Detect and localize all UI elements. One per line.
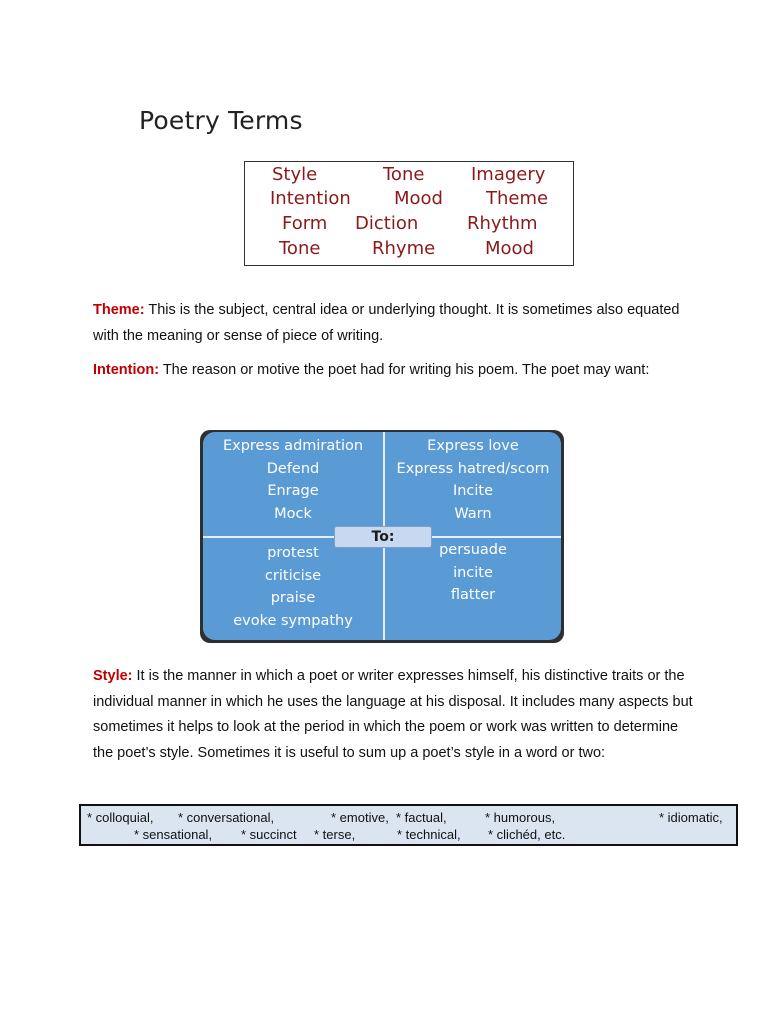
intent-item: protest bbox=[267, 545, 319, 561]
quadrant-top-right bbox=[383, 435, 561, 525]
intent-item: Express hatred/scorn bbox=[396, 460, 550, 477]
term: Imagery bbox=[471, 164, 546, 185]
style-paragraph bbox=[93, 664, 693, 766]
term: Mood bbox=[485, 238, 534, 259]
style-label: Style: bbox=[93, 668, 133, 684]
to-label: To: bbox=[334, 526, 432, 548]
style-word: * colloquial, bbox=[87, 810, 154, 825]
term: Form bbox=[282, 213, 328, 234]
term: Style bbox=[272, 164, 318, 185]
style-words-box bbox=[79, 804, 738, 846]
quadrant-bottom-left bbox=[203, 542, 383, 632]
style-words-line bbox=[81, 810, 736, 827]
intent-item: flatter bbox=[450, 587, 496, 603]
intent-item: Defend bbox=[266, 460, 320, 477]
style-word: * idiomatic, bbox=[659, 810, 723, 825]
term: Mood bbox=[394, 188, 443, 209]
intention-graphic bbox=[200, 430, 564, 643]
style-word: * technical, bbox=[397, 827, 461, 842]
intent-item: persuade bbox=[439, 542, 507, 558]
style-words-line bbox=[81, 827, 736, 844]
term: Theme bbox=[486, 188, 549, 209]
intent-item: Incite bbox=[452, 483, 494, 499]
quadrant-top-left bbox=[203, 435, 383, 525]
term: Rhythm bbox=[467, 213, 538, 234]
style-word: * succinct bbox=[241, 827, 297, 842]
intent-item: incite bbox=[453, 564, 493, 581]
term: Tone bbox=[279, 238, 321, 259]
theme-text: This is the subject, central idea or underlying thought. It is sometimes also equated with the meaning or sense of piece of writing. bbox=[93, 302, 680, 344]
intent-item: praise bbox=[270, 590, 316, 606]
style-word: * sensational, bbox=[134, 827, 213, 842]
term: Tone bbox=[383, 164, 425, 185]
style-word: * factual, bbox=[396, 810, 447, 825]
intent-item: Express admiration bbox=[222, 438, 364, 454]
style-text: It is the manner in which a poet or writer expresses himself, his distinctive traits or the individual manner in which he uses the language at his disposal. It includes many aspects but sometimes it helps to look at the period in which the poem or work was written to determine the poet’s style. Sometimes it is useful to sum up a poet’s style in a word or two: bbox=[93, 668, 693, 761]
intent-item: criticise bbox=[264, 567, 322, 584]
theme-paragraph bbox=[93, 298, 693, 349]
style-word: * humorous, bbox=[485, 810, 556, 825]
intent-item: Express love bbox=[427, 438, 519, 454]
intention-text: The reason or motive the poet had for writing his poem. The poet may want: bbox=[159, 362, 650, 378]
term: Intention bbox=[270, 188, 351, 209]
term: Diction bbox=[355, 213, 419, 234]
style-word: * emotive, bbox=[331, 810, 389, 825]
intention-paragraph bbox=[93, 358, 693, 384]
poetry-terms-box bbox=[244, 161, 574, 266]
intent-item: Warn bbox=[454, 505, 492, 522]
style-word: * conversational, bbox=[178, 810, 275, 825]
quadrant-bottom-right bbox=[383, 539, 561, 607]
style-word: * clichéd, etc. bbox=[488, 827, 566, 842]
intent-item: evoke sympathy bbox=[233, 612, 353, 629]
page-title: Poetry Terms bbox=[139, 106, 303, 135]
style-word: * terse, bbox=[314, 827, 356, 842]
theme-label: Theme: bbox=[93, 302, 145, 318]
intention-label: Intention: bbox=[93, 362, 160, 378]
intent-item: Mock bbox=[274, 505, 312, 522]
intent-item: Enrage bbox=[267, 483, 319, 499]
term: Rhyme bbox=[372, 238, 436, 259]
